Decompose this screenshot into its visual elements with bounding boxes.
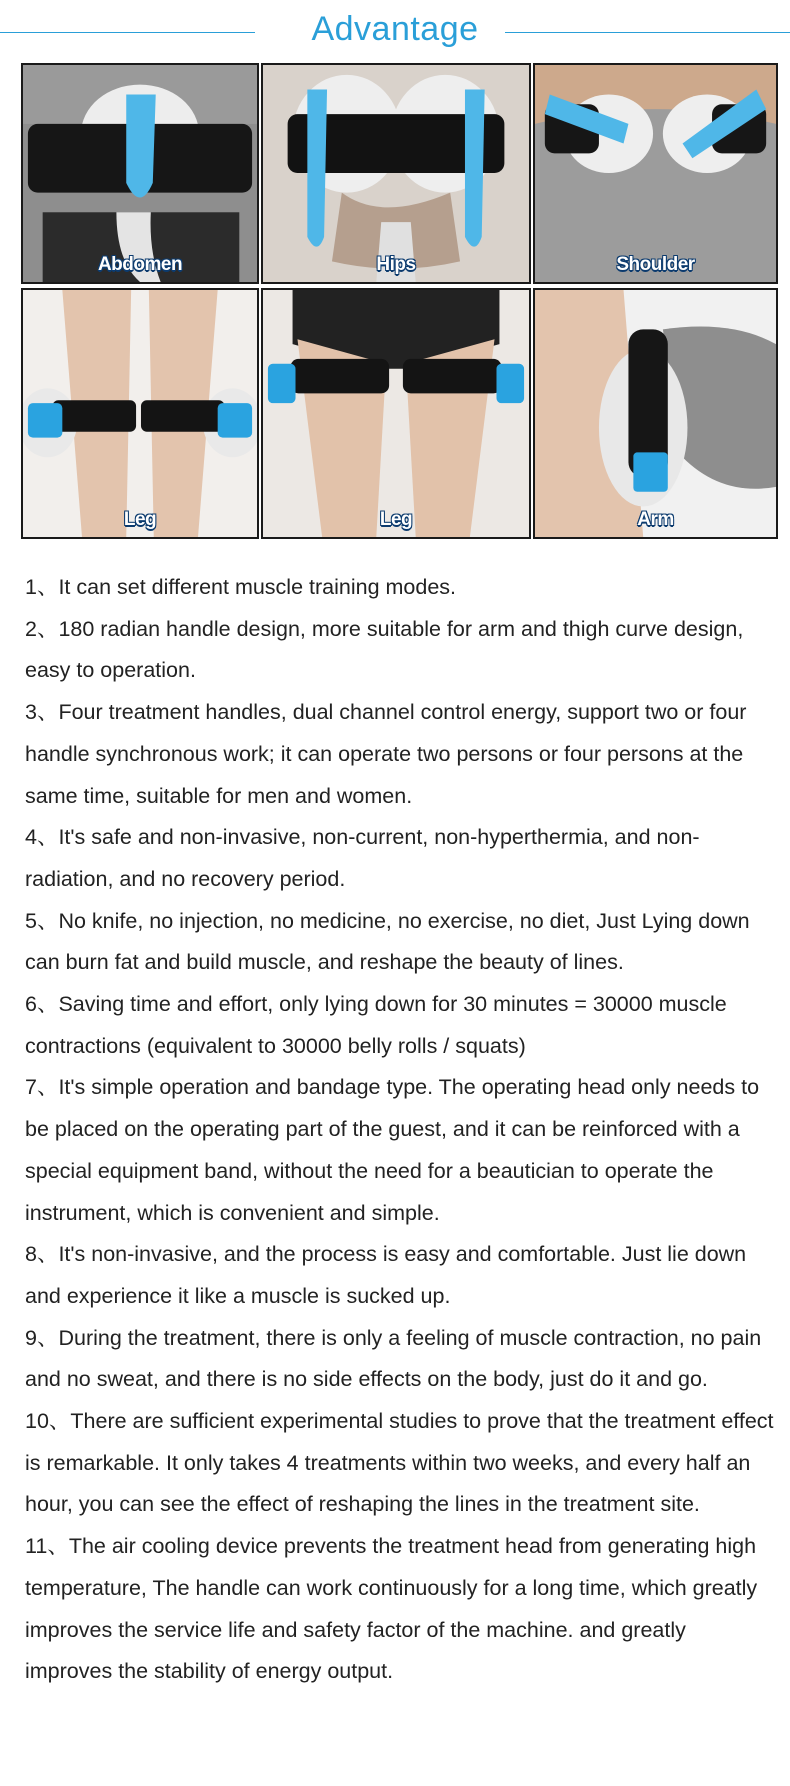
leg-front-illustration bbox=[263, 290, 529, 537]
advantages-list bbox=[25, 567, 775, 1693]
section-header bbox=[0, 0, 790, 60]
advantage-item: 4、It's safe and non-invasive, non-current, non-hyperthermia, and non-radiation, and no recovery period. bbox=[25, 825, 700, 891]
advantage-item: 2、180 radian handle design, more suitable for arm and thigh curve design, easy to operation. bbox=[25, 616, 744, 683]
shoulder-illustration bbox=[535, 65, 776, 282]
photo-abdomen bbox=[21, 63, 259, 284]
photo-shoulder bbox=[533, 63, 778, 284]
advantage-item: 10、There are sufficient experimental studies to prove that the treatment effect is remarkable. It only takes 4 treatments within two weeks, and every half an hour, you can see the effect of reshaping the lines in the treatment site. bbox=[25, 1409, 774, 1517]
advantage-item: 9、During the treatment, there is only a feeling of muscle contraction, no pain and no sweat, and there is no side effects on the body, just do it and go. bbox=[25, 1325, 762, 1392]
area-label: Hips bbox=[376, 254, 416, 275]
abdomen-illustration bbox=[23, 65, 257, 282]
advantage-item: 7、It's simple operation and bandage type. The operating head only needs to be placed on the operating part of the guest, and it can be reinforced with a special equipment band, without the need for a beautician to operate the instrument, which is convenient and simple. bbox=[25, 1075, 760, 1225]
advantage-item: 8、It's non-invasive, and the process is easy and comfortable. Just lie down and experience it like a muscle is sucked up. bbox=[25, 1242, 747, 1308]
arm-illustration bbox=[535, 290, 776, 537]
section-title: Advantage bbox=[311, 10, 479, 48]
photo-arm bbox=[533, 288, 778, 539]
area-label: Abdomen bbox=[97, 254, 183, 275]
area-label: Arm bbox=[637, 509, 674, 530]
area-label: Leg bbox=[123, 509, 157, 530]
area-label: Shoulder bbox=[616, 254, 695, 275]
advantage-item: 11、The air cooling device prevents the treatment head from generating high temperature, The handle can work continuously for a long time, which greatly improves the service life and safety factor of the machine. and greatly improves the stability of energy output. bbox=[25, 1534, 758, 1684]
photo-hips bbox=[261, 63, 531, 284]
photo-leg-back bbox=[21, 288, 259, 539]
photo-leg-front bbox=[261, 288, 531, 539]
header-rule-right bbox=[505, 32, 790, 33]
treatment-area-gallery bbox=[21, 63, 776, 541]
advantage-item: 3、Four treatment handles, dual channel control energy, support two or four handle synchronous work; it can operate two persons or four persons at the same time, suitable for men and women. bbox=[25, 700, 747, 808]
hips-illustration bbox=[263, 65, 529, 282]
advantage-item: 1、It can set different muscle training modes. bbox=[25, 575, 457, 599]
area-label: Leg bbox=[379, 509, 413, 530]
leg-back-illustration bbox=[23, 290, 257, 537]
advantage-item: 5、No knife, no injection, no medicine, no exercise, no diet, Just Lying down can burn fat and build muscle, and reshape the beauty of lines. bbox=[25, 908, 750, 975]
advantage-item: 6、Saving time and effort, only lying down for 30 minutes = 30000 muscle contractions (equivalent to 30000 belly rolls / squats) bbox=[25, 992, 727, 1058]
